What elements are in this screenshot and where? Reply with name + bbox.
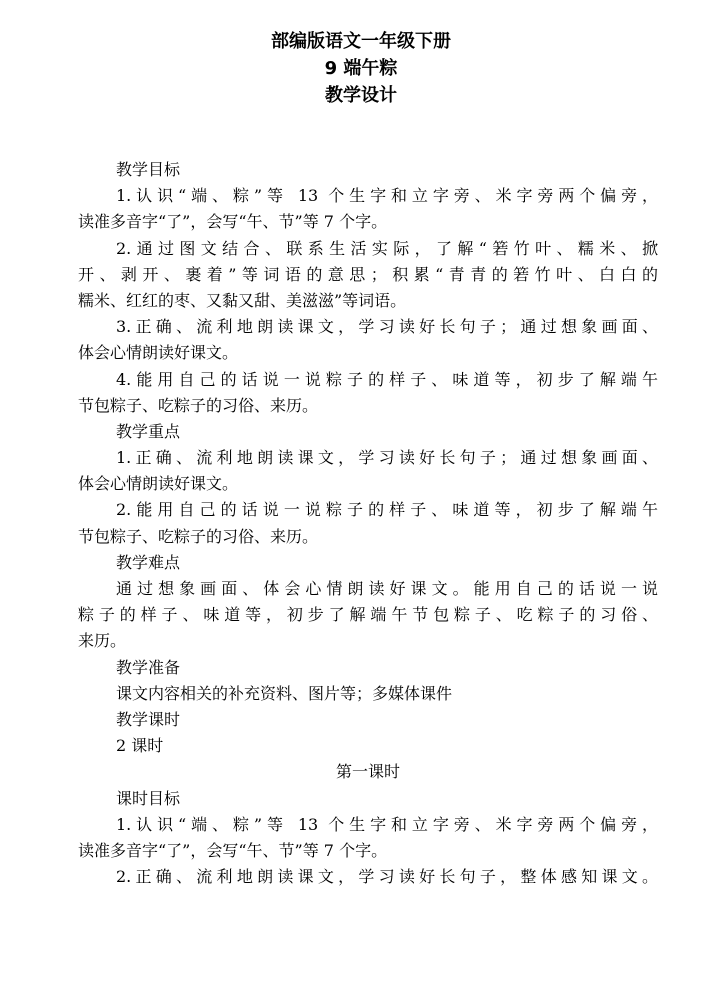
section-heading-key-points: 教学重点 [116,421,181,441]
paragraph-line: 3.正确、流利地朗读课文，学习读好长句子；通过想象画面、 [116,317,658,337]
paragraph-line: 2 课时 [116,736,164,756]
paragraph-line: 粽子的样子、味道等，初步了解端午节包粽子、吃粽子的习俗、 [78,605,658,625]
paragraph-line: 1.正确、流利地朗读课文，学习读好长句子；通过想象画面、 [116,448,658,468]
paragraph-line: 2.能用自己的话说一说粽子的样子、味道等，初步了解端午 [116,500,658,520]
paragraph-line: 读准多音字“了”，会写“午、节”等 7 个字。 [78,212,388,232]
lesson-title: 9 端午粽 [324,58,398,79]
paragraph-line: 体会心情朗读好课文。 [78,343,239,363]
section-heading-lesson-objectives: 课时目标 [116,788,181,808]
paragraph-line: 来历。 [78,631,127,651]
document-header [0,28,722,109]
section-heading-class-hours: 教学课时 [116,709,181,729]
paragraph-line: 节包粽子、吃粽子的习俗、来历。 [78,526,319,546]
paragraph-line: 读准多音字“了”，会写“午、节”等 7 个字。 [78,840,388,860]
paragraph-line: 1.认识“端、粽”等 13 个生字和立字旁、米字旁两个偏旁， [116,814,658,834]
section-title-first-lesson: 第一课时 [335,762,400,782]
document-title: 部编版语文一年级下册 [271,31,451,52]
document-subtitle: 教学设计 [325,85,397,106]
paragraph-line: 课文内容相关的补充资料、图片等；多媒体课件 [116,683,453,703]
paragraph-line: 1.认识“端、粽”等 13 个生字和立字旁、米字旁两个偏旁， [116,186,658,206]
document-body [78,157,658,890]
paragraph-line: 糯米、红红的枣、又黏又甜、美滋滋”等词语。 [78,290,407,310]
paragraph-line: 节包粽子、吃粽子的习俗、来历。 [78,395,319,415]
paragraph-line: 通过想象画面、体会心情朗读好课文。能用自己的话说一说 [116,579,658,598]
section-heading-teaching-objectives: 教学目标 [116,160,181,179]
section-heading-preparation: 教学准备 [116,657,181,677]
paragraph-line: 2.正确、流利地朗读课文，学习读好长句子，整体感知课文。 [116,867,658,887]
paragraph-line: 开、剥开、裹着”等词语的意思；积累“青青的箬竹叶、白白的 [78,264,658,284]
section-heading-difficulties: 教学难点 [116,552,181,572]
paragraph-line: 体会心情朗读好课文。 [78,474,239,494]
paragraph-line: 2.通过图文结合、联系生活实际，了解“箬竹叶、糯米、掀 [116,238,658,258]
paragraph-line: 4.能用自己的话说一说粽子的样子、味道等，初步了解端午 [116,369,658,389]
